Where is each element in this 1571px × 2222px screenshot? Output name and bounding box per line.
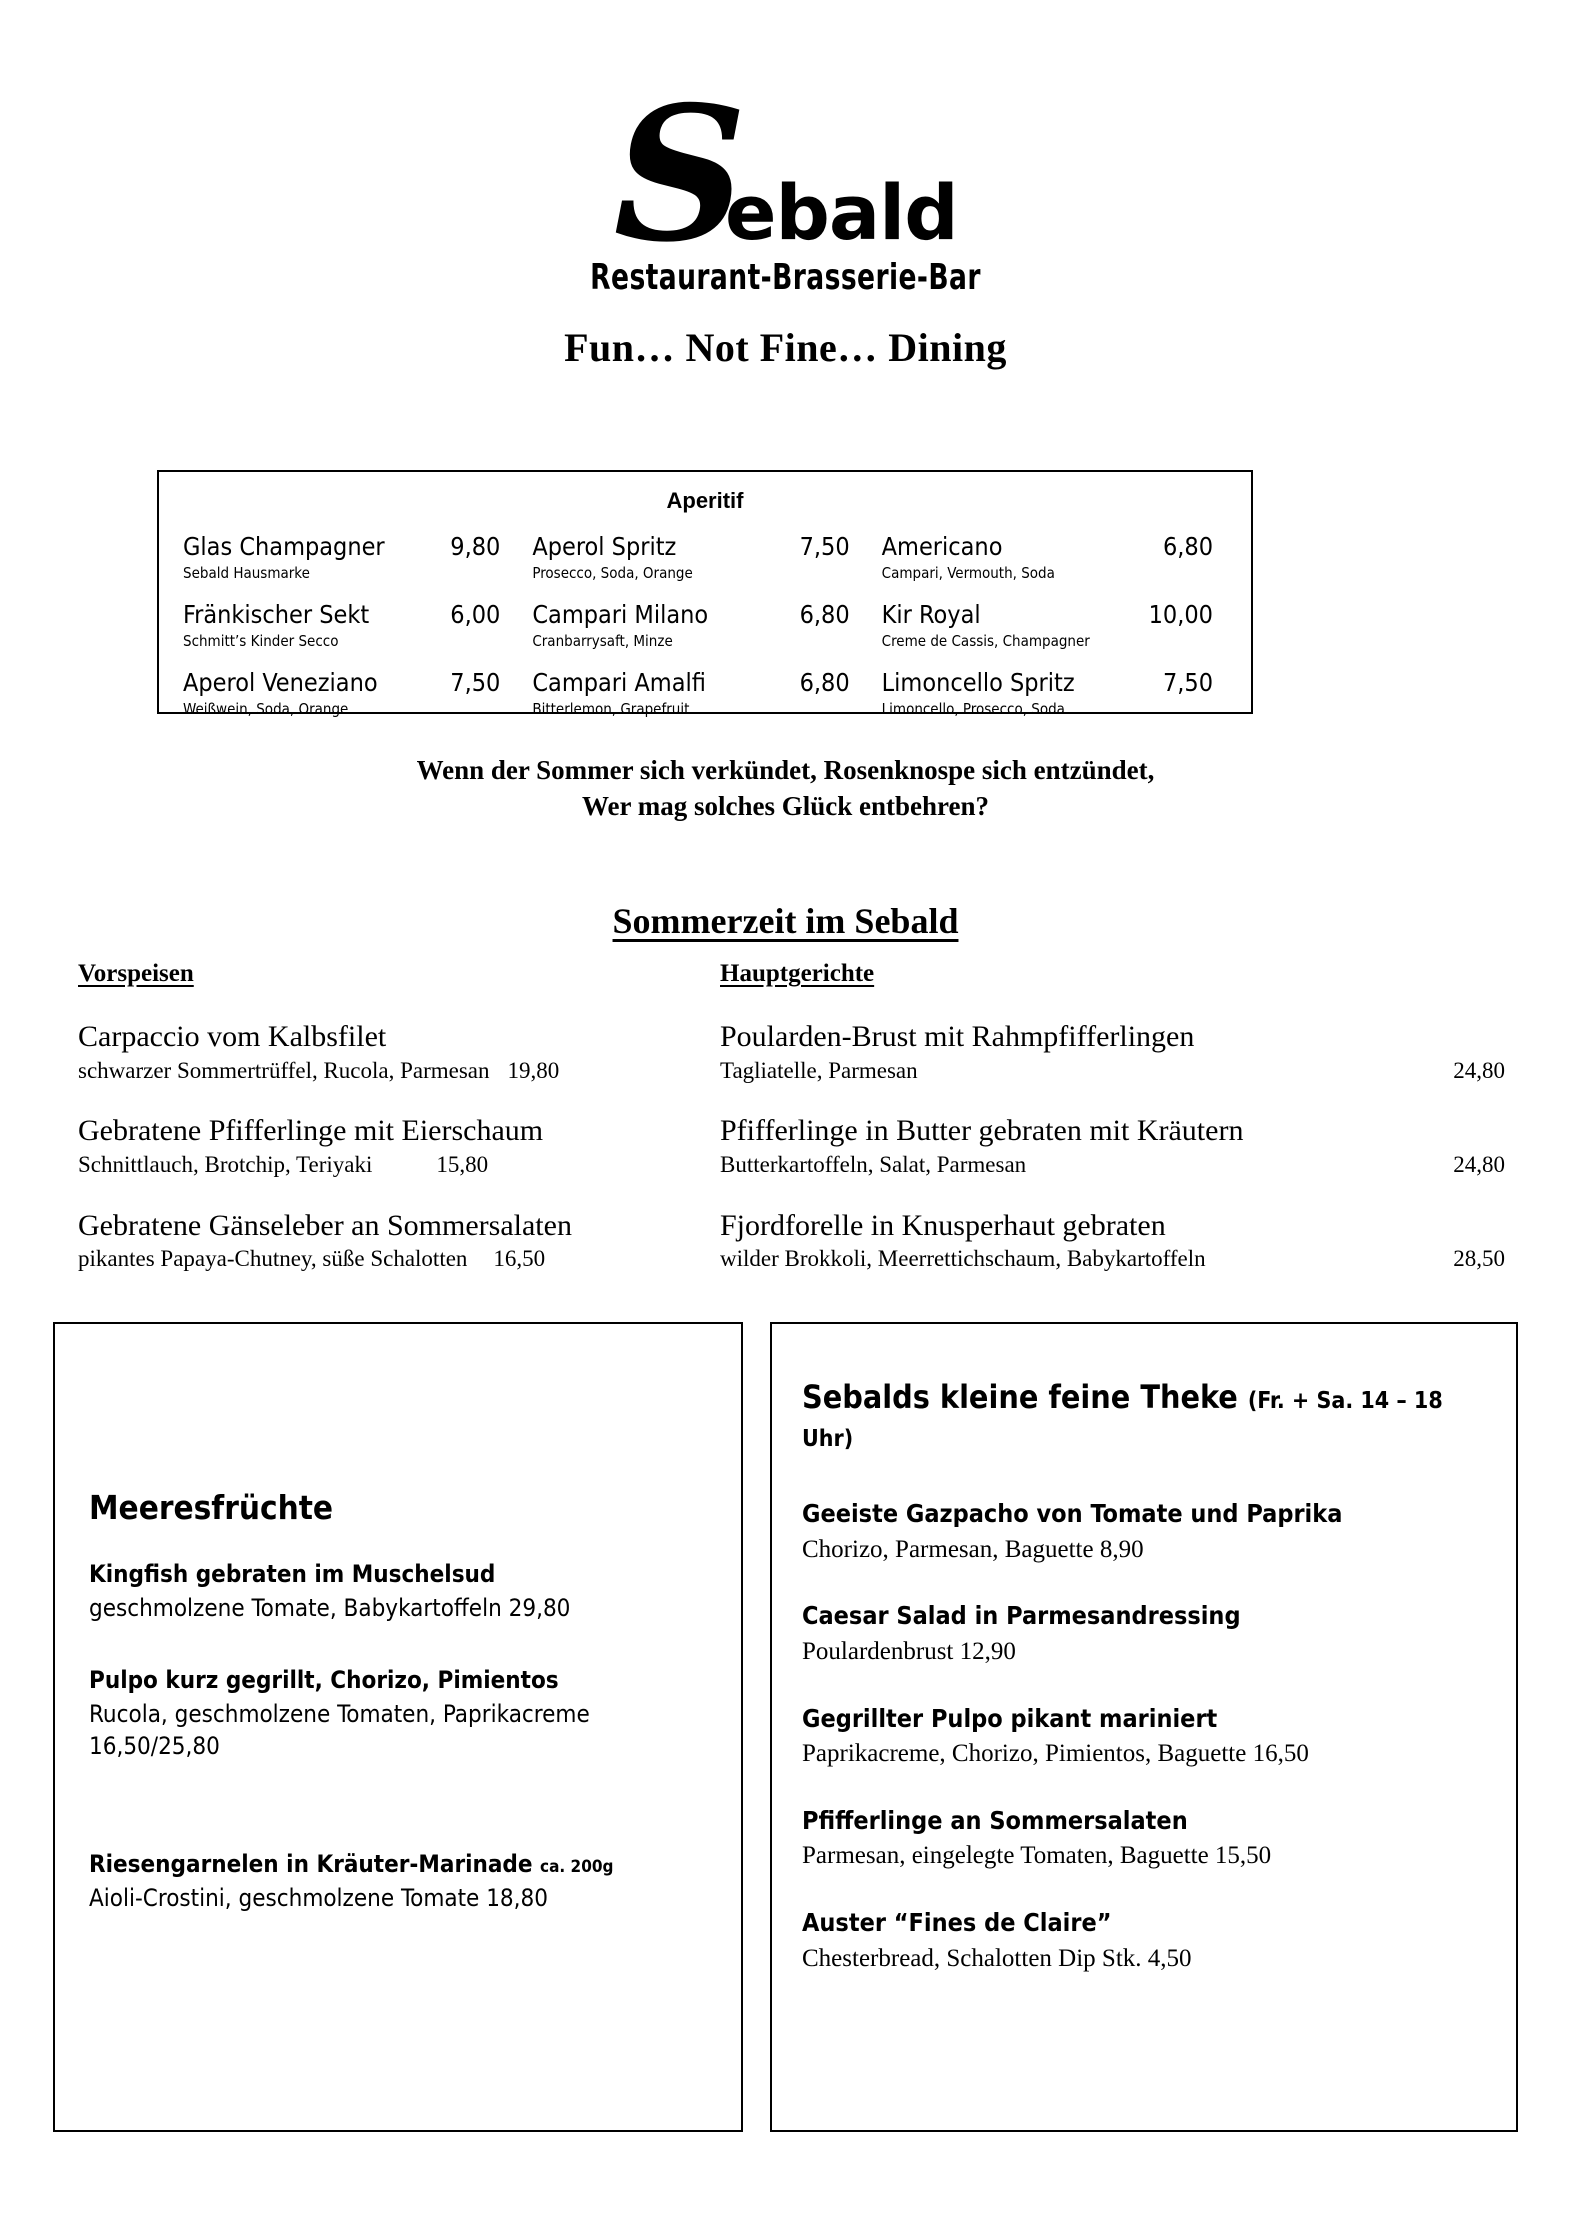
tagline: Restaurant-Brasserie-Bar	[590, 257, 981, 298]
aperitif-grid	[159, 532, 1251, 718]
drink-price: 7,50	[450, 668, 501, 697]
theke-item-name: Gegrillter Pulpo pikant mariniert	[802, 1703, 1218, 1733]
seafood-name	[89, 1849, 707, 1880]
menu-item	[78, 1112, 674, 1179]
seafood-desc: geschmolzene Tomate, Babykartoffeln 29,80	[89, 1594, 571, 1623]
seafood-item	[89, 1849, 707, 1915]
theke-item	[802, 1498, 1486, 1566]
theke-section	[770, 1322, 1518, 2132]
seasonal-menu-columns	[0, 960, 1571, 1301]
aperitif-item	[532, 532, 881, 582]
drink-desc: Sebald Hausmarke	[183, 564, 310, 582]
aperitif-item	[183, 532, 532, 582]
drink-name: Glas Champagner	[183, 532, 385, 561]
starters-column	[0, 960, 690, 1301]
aperitif-item	[882, 668, 1231, 718]
drink-name: Fränkischer Sekt	[183, 600, 370, 629]
dish-name: Gebratene Pfifferlinge mit Eierschaum	[78, 1114, 544, 1148]
menu-item	[78, 1207, 674, 1274]
drink-name: Campari Amalfi	[532, 668, 706, 697]
theke-item-desc: Chesterbread, Schalotten Dip Stk. 4,50	[802, 1944, 1192, 1972]
aperitif-item	[532, 668, 881, 718]
drink-price: 7,50	[799, 532, 850, 561]
dish-price: 28,50	[1453, 1246, 1505, 1272]
drink-name: Aperol Veneziano	[183, 668, 378, 697]
seafood-portion-note: ca. 200g	[540, 1856, 614, 1877]
seafood-name-text: Riesengarnelen in Kräuter-Marinade	[89, 1849, 533, 1878]
dish-desc: Tagliatelle, Parmesan	[720, 1057, 918, 1083]
theke-item-desc: Parmesan, eingelegte Tomaten, Baguette 15,50	[802, 1842, 1272, 1870]
theke-item	[802, 1907, 1486, 1975]
theke-heading	[802, 1378, 1486, 1454]
seafood-name: Pulpo kurz gegrillt, Chorizo, Pimientos	[89, 1665, 559, 1694]
seasonal-verse	[0, 752, 1571, 825]
seafood-item	[89, 1559, 707, 1625]
mains-column	[690, 960, 1571, 1301]
season-heading: Sommerzeit im Sebald	[612, 901, 959, 941]
dish-desc: Schnittlauch, Brotchip, Teriyaki	[78, 1151, 373, 1177]
dish-desc: schwarzer Sommertrüffel, Rucola, Parmesan	[78, 1057, 490, 1083]
theke-item-desc: Chorizo, Parmesan, Baguette 8,90	[802, 1535, 1144, 1563]
dish-desc: wilder Brokkoli, Meerrettichschaum, Babykartoffeln	[720, 1246, 1206, 1272]
theke-item-name: Auster “Fines de Claire”	[802, 1908, 1112, 1937]
theke-item-desc: Poulardenbrust 12,90	[802, 1637, 1016, 1665]
drink-price: 7,50	[1162, 668, 1213, 697]
dish-price: 16,50	[493, 1246, 546, 1272]
aperitif-section	[157, 470, 1253, 718]
drink-desc: Limoncello, Prosecco, Soda	[881, 700, 1065, 718]
drink-desc: Creme de Cassis, Champagner	[881, 632, 1090, 650]
starters-heading: Vorspeisen	[78, 960, 194, 987]
seafood-item	[89, 1665, 707, 1763]
slogan: Fun… Not Fine… Dining	[564, 325, 1007, 370]
theke-heading-text: Sebalds kleine feine Theke	[802, 1378, 1238, 1416]
drink-name: Kir Royal	[881, 600, 981, 629]
seafood-name: Kingfish gebraten im Muschelsud	[89, 1560, 496, 1588]
drink-price: 6,00	[450, 600, 501, 629]
dish-desc: pikantes Papaya-Chutney, süße Schalotten	[78, 1246, 468, 1272]
drink-desc: Weißwein, Soda, Orange	[183, 700, 349, 718]
dish-price: 15,80	[436, 1151, 489, 1177]
theke-item	[802, 1600, 1486, 1668]
aperitif-column	[183, 532, 532, 718]
drink-name: Americano	[881, 532, 1003, 561]
verse-line-2: Wer mag solches Glück entbehren?	[581, 791, 989, 822]
dish-name: Gebratene Gänseleber an Sommersalaten	[78, 1208, 572, 1242]
aperitif-heading: Aperitif	[666, 488, 744, 513]
theke-item	[802, 1805, 1486, 1873]
aperitif-item	[183, 600, 532, 650]
seafood-desc: Rucola, geschmolzene Tomaten, Paprikacreme 16,50/25,80	[89, 1699, 590, 1761]
dish-name: Poularden-Brust mit Rahmpfifferlingen	[720, 1020, 1195, 1053]
aperitif-item	[882, 532, 1231, 582]
logo-initial: S	[613, 65, 741, 283]
drink-desc: Campari, Vermouth, Soda	[881, 564, 1055, 582]
aperitif-item	[532, 600, 881, 650]
seafood-section	[53, 1322, 743, 2132]
drink-price: 6,80	[1162, 532, 1213, 561]
mains-heading: Hauptgerichte	[720, 960, 875, 987]
drink-name: Limoncello Spritz	[881, 668, 1075, 697]
drink-price: 6,80	[799, 600, 850, 629]
drink-name: Campari Milano	[532, 600, 709, 629]
menu-item	[720, 1207, 1505, 1274]
theke-item-name: Caesar Salad in Parmesandressing	[802, 1601, 1241, 1631]
theke-item-name: Pfifferlinge an Sommersalaten	[802, 1805, 1188, 1835]
drink-price: 9,80	[450, 532, 501, 561]
theke-item	[802, 1703, 1486, 1771]
seafood-desc: Aioli-Crostini, geschmolzene Tomate 18,80	[89, 1883, 548, 1912]
dish-name: Fjordforelle in Knusperhaut gebraten	[720, 1208, 1166, 1242]
dish-name: Carpaccio vom Kalbsfilet	[78, 1020, 387, 1053]
menu-item	[720, 1112, 1505, 1179]
dish-desc: Butterkartoffeln, Salat, Parmesan	[720, 1151, 1027, 1177]
aperitif-item	[882, 600, 1231, 650]
theke-item-desc: Paprikacreme, Chorizo, Pimientos, Baguette 16,50	[802, 1740, 1309, 1767]
menu-item	[720, 1018, 1505, 1085]
drink-price: 10,00	[1148, 600, 1213, 629]
drink-desc: Prosecco, Soda, Orange	[532, 564, 693, 582]
drink-price: 6,80	[799, 668, 850, 697]
seafood-heading: Meeresfrüchte	[89, 1488, 334, 1527]
drink-name: Aperol Spritz	[532, 532, 677, 561]
aperitif-column	[882, 532, 1231, 718]
dish-price: 24,80	[1453, 1151, 1505, 1177]
menu-item	[78, 1018, 674, 1085]
dish-price: 24,80	[1453, 1057, 1505, 1083]
drink-desc: Bitterlemon, Grapefruit	[532, 700, 690, 718]
theke-hours: (Fr. + Sa. 14 – 18 Uhr)	[802, 1388, 1443, 1452]
drink-desc: Schmitt’s Kinder Secco	[183, 632, 339, 650]
drink-desc: Cranbarrysaft, Minze	[532, 632, 673, 650]
aperitif-column	[532, 532, 881, 718]
theke-item-name: Geeiste Gazpacho von Tomate und Paprika	[802, 1499, 1343, 1528]
dish-name: Pfifferlinge in Butter gebraten mit Kräutern	[720, 1114, 1244, 1148]
dish-price: 19,80	[507, 1057, 560, 1083]
aperitif-item	[183, 668, 532, 718]
verse-line-1: Wenn der Sommer sich verkündet, Rosenknospe sich entzündet,	[416, 755, 1155, 785]
logo-wordmark: ebald	[724, 168, 958, 257]
